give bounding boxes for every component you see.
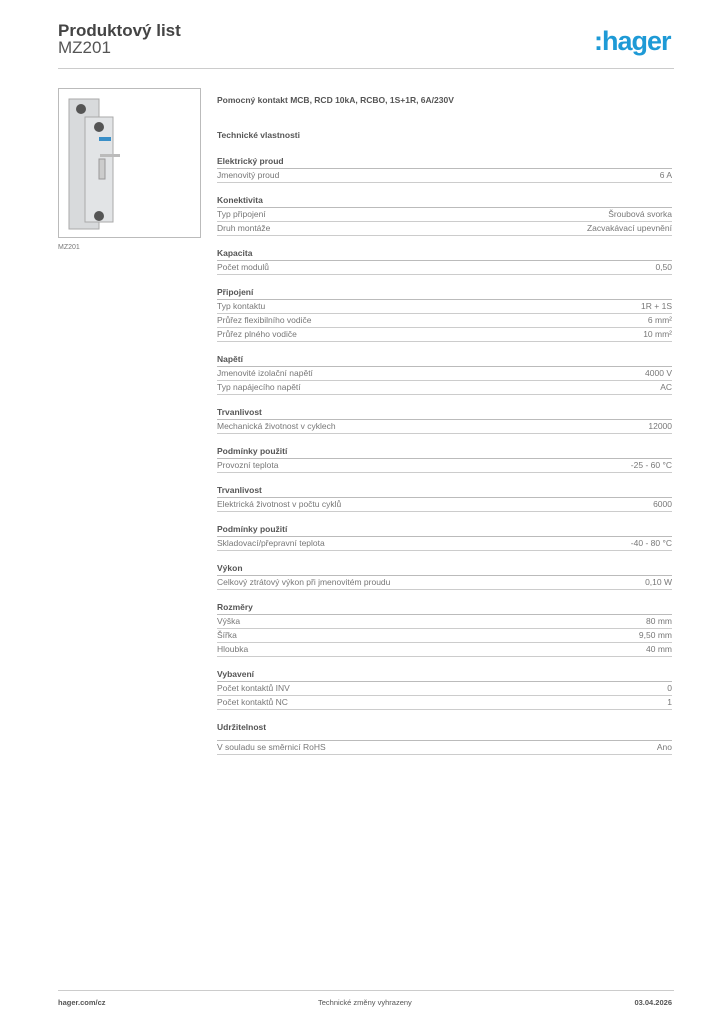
spec-row <box>217 367 672 381</box>
spec-label: Průřez plného vodiče <box>217 329 297 339</box>
hager-logo: :hager <box>594 26 671 56</box>
spec-label: Skladovací/přepravní teplota <box>217 538 325 548</box>
footer-date: 03.04.2026 <box>634 998 672 1007</box>
spec-group <box>217 562 672 590</box>
spec-label: Provozní teplota <box>217 460 279 470</box>
spec-value: 40 mm <box>646 644 672 654</box>
spec-value: 6 A <box>659 170 672 180</box>
spec-label: Šířka <box>217 630 237 640</box>
spec-group <box>217 721 672 755</box>
spec-label: Hloubka <box>217 644 249 654</box>
spec-row <box>217 615 672 629</box>
spec-group <box>217 668 672 710</box>
spec-row <box>217 682 672 696</box>
spec-label: Počet kontaktů NC <box>217 697 288 707</box>
spec-group-title: Rozměry <box>217 601 672 615</box>
spec-row <box>217 420 672 434</box>
product-image <box>58 88 201 238</box>
spec-row <box>217 741 672 755</box>
page-title: Produktový list <box>58 21 181 40</box>
image-caption: MZ201 <box>58 244 80 251</box>
spec-row <box>217 169 672 183</box>
product-description: Pomocný kontakt MCB, RCD 10kA, RCBO, 1S+1R, 6A/230V <box>217 95 454 105</box>
spec-row <box>217 576 672 590</box>
spec-value: Šroubová svorka <box>608 209 672 219</box>
spec-label: Elektrická životnost v počtu cyklů <box>217 499 342 509</box>
spec-label: Počet kontaktů INV <box>217 683 290 693</box>
spec-value: 10 mm² <box>643 329 672 339</box>
spec-row <box>217 498 672 512</box>
spec-groups <box>217 144 672 755</box>
spec-label: Mechanická životnost v cyklech <box>217 421 336 431</box>
spec-label: Počet modulů <box>217 262 269 272</box>
spec-label: Výška <box>217 616 241 626</box>
spec-label: Typ připojení <box>217 209 266 219</box>
spec-row <box>217 328 672 342</box>
header-divider <box>58 68 674 69</box>
spec-group <box>217 601 672 657</box>
spec-value: 6000 <box>653 499 672 509</box>
spec-value: 4000 V <box>645 368 672 378</box>
spec-label: Druh montáže <box>217 223 271 233</box>
spec-group <box>217 445 672 473</box>
spec-group-title: Trvanlivost <box>217 484 672 498</box>
spec-group-title: Napětí <box>217 353 672 367</box>
spec-label: Celkový ztrátový výkon při jmenovitém proudu <box>217 577 391 587</box>
auxiliary-contact-device-icon <box>59 89 200 237</box>
spec-group <box>217 353 672 395</box>
spec-label: Typ napájecího napětí <box>217 382 301 392</box>
footer-divider <box>58 990 674 991</box>
spec-value: 0,10 W <box>645 577 672 587</box>
spec-group-title: Trvanlivost <box>217 406 672 420</box>
spec-group-title: Kapacita <box>217 247 672 261</box>
spec-group <box>217 523 672 551</box>
spec-group-title: Elektrický proud <box>217 155 672 169</box>
spec-group <box>217 406 672 434</box>
spec-row <box>217 629 672 643</box>
spec-group <box>217 155 672 183</box>
spec-value: 1R + 1S <box>641 301 672 311</box>
spec-label: Typ kontaktu <box>217 301 266 311</box>
spec-group-title: Podmínky použití <box>217 445 672 459</box>
spec-value: 0 <box>667 683 672 693</box>
spec-row <box>217 261 672 275</box>
spec-group <box>217 194 672 236</box>
product-model: MZ201 <box>58 38 111 57</box>
spec-group <box>217 484 672 512</box>
footer-note: Technické změny vyhrazeny <box>318 998 412 1007</box>
spec-group <box>217 286 672 342</box>
spec-value: 1 <box>667 697 672 707</box>
spec-label: V souladu se směrnicí RoHS <box>217 742 326 752</box>
spec-label: Jmenovité izolační napětí <box>217 368 313 378</box>
spec-row <box>217 314 672 328</box>
spec-row <box>217 537 672 551</box>
spec-group-title: Výkon <box>217 562 672 576</box>
spec-value: 6 mm² <box>647 315 672 325</box>
spec-value: Ano <box>656 742 672 752</box>
spec-label: Průřez flexibilního vodiče <box>217 315 312 325</box>
spec-row <box>217 300 672 314</box>
spec-row <box>217 696 672 710</box>
spec-value: 12000 <box>648 421 672 431</box>
spec-group <box>217 247 672 275</box>
spec-group-title: Konektivita <box>217 194 672 208</box>
footer-website[interactable]: hager.com/cz <box>58 998 106 1007</box>
spec-value: -40 - 80 °C <box>630 538 672 548</box>
spec-value: Zacvakávací upevnění <box>586 223 672 233</box>
spec-row <box>217 208 672 222</box>
spec-group-title: Připojení <box>217 286 672 300</box>
section-title: Technické vlastnosti <box>217 130 300 140</box>
spec-row <box>217 459 672 473</box>
spec-row <box>217 381 672 395</box>
spec-row <box>217 643 672 657</box>
spec-value: 9,50 mm <box>638 630 672 640</box>
spec-value: AC <box>660 382 672 392</box>
spec-value: -25 - 60 °C <box>630 460 672 470</box>
spec-row <box>217 222 672 236</box>
spec-group-title: Udržitelnost <box>217 721 672 741</box>
spec-label: Jmenovitý proud <box>217 170 280 180</box>
spec-value: 0,50 <box>655 262 672 272</box>
spec-value: 80 mm <box>646 616 672 626</box>
spec-group-title: Vybavení <box>217 668 672 682</box>
spec-group-title: Podmínky použití <box>217 523 672 537</box>
